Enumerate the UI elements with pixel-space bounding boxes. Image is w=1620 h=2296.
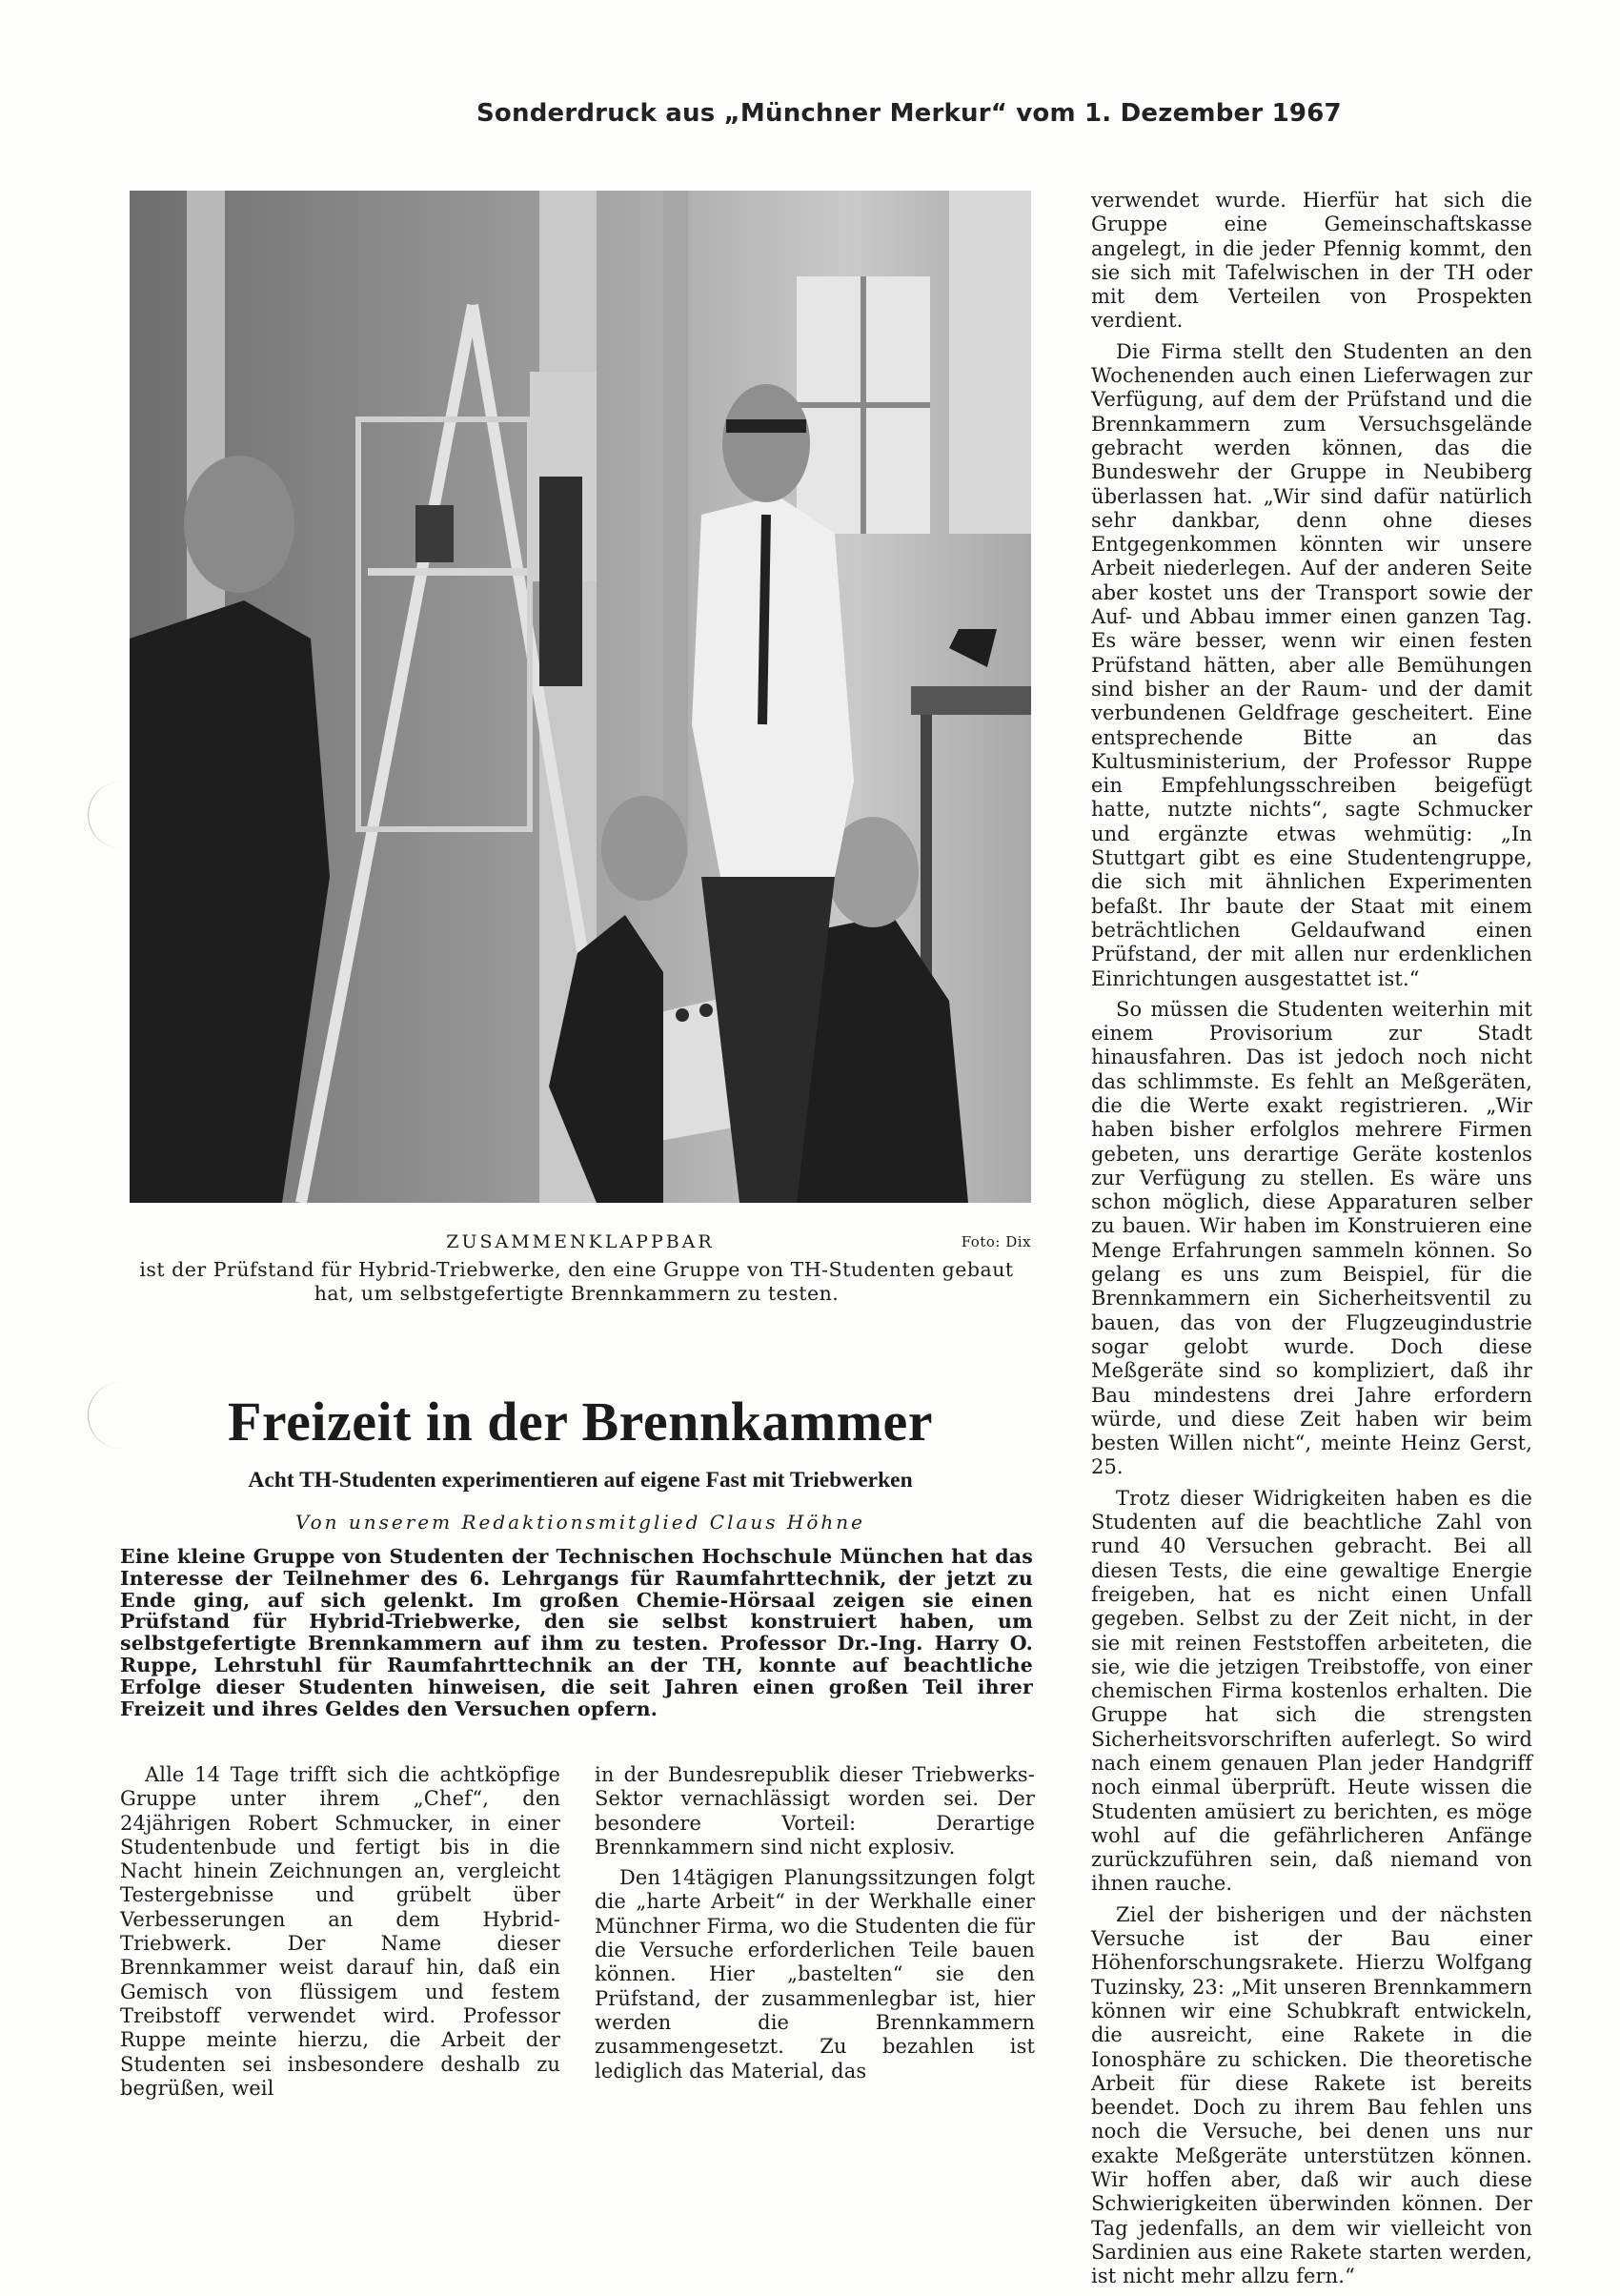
article-headline: Freizeit in der Brennkammer xyxy=(228,1391,933,1453)
paragraph: Die Firma stellt den Studenten an den Wochenenden auch einen Lieferwagen zur Verfügung, auf dem der Prüfstand und die Brennkammern zum Versuchsgelände gebracht werden können, das die Bundeswehr der Gruppe in Neubiberg überlassen hat. „Wir sind dafür natürlich sehr dankbar, denn ohne dieses Entgegenkommen könnten wir unsere Arbeit niederlegen. Auf der anderen Seite aber kostet uns der Transport sowie der Auf- und Abbau immer einen ganzen Tag. Es wäre besser, wenn wir einen festen Prüfstand hätten, aber alle Bemühungen sind bisher an der Raum- und der damit verbundenen Geldfrage gescheitert. Eine entsprechende Bitte an das Kultusministerium, der Professor Ruppe ein Empfehlungsschreiben beigefügt hatte, nutzte nichts“, sagte Schmucker und ergänzte etwas wehmütig: „In Stuttgart gibt es eine Studentengruppe, die sich mit ähnlichen Experimenten befaßt. Ihr baute der Staat mit einem beträchtlichen Geldaufwand einen Prüfstand, der mit allen nur erdenklichen Einrichtungen ausgestattet ist.“ xyxy=(1091,339,1532,990)
paragraph: Alle 14 Tage trifft sich die achtköpfige Gruppe unter ihrem „Chef“, den 24jährigen Robert Schmucker, in einer Studentenbude und fertigt bis in die Nacht hinein Zeichnungen an, vergleicht Testergebnisse und grübelt über Verbesserungen an dem Hybrid-Triebwerk. Der Name dieser Brennkammer weist darauf hin, daß ein Gemisch von flüssigem und festem Treibstoff verwendet wird. Professor Ruppe meinte hierzu, die Arbeit der Studenten sei insbesondere deshalb zu begrüßen, weil xyxy=(120,1763,560,2100)
reprint-header: Sonderdruck aus „Münchner Merkur“ vom 1. Dezember 1967 xyxy=(476,99,1342,128)
caption-title: ZUSAMMENKLAPPBAR xyxy=(446,1231,715,1252)
text-column-1 xyxy=(120,1763,560,2107)
photo-test-stand xyxy=(130,191,1031,1203)
news-photo xyxy=(130,191,1031,1203)
article-lead: Eine kleine Gruppe von Studenten der Technischen Hochschule München hat das Interesse der Teilnehmer des 6. Lehrgangs für Raumfahrttechnik, der jetzt zu Ende ging, auf sich gelenkt. Im großen Chemie-Hörsaal zeigen sie einen Prüfstand für Hybrid-Triebwerke, den sie selbst konstruiert haben, um selbstgefertigte Brennkammern auf ihm zu testen. Professor Dr.-Ing. Harry O. Ruppe, Lehrstuhl für Raumfahrttechnik an der TH, konnte auf beachtliche Erfolge dieser Studenten hinweisen, die seit Jahren einen großen Teil ihrer Freizeit und ihres Geldes den Versuchen opfern. xyxy=(120,1545,1033,1720)
paragraph: Den 14tägigen Planungssitzungen folgt die „harte Arbeit“ in der Werkhalle einer Münchner Firma, wo die Studenten die für die Versuche erforderlichen Teile bauen können. Hier „bastelten“ sie den Prüfstand, der zusammenlegbar ist, hier werden die Brennkammern zusammengesetzt. Zu bezahlen ist lediglich das Material, das xyxy=(595,1866,1035,2083)
paragraph: in der Bundesrepublik dieser Triebwerks-Sektor vernachlässigt worden sei. Der besondere Vorteil: Derartige Brennkammern sind nicht explosiv. xyxy=(595,1763,1035,1859)
paragraph: So müssen die Studenten weiterhin mit einem Provisorium zur Stadt hinausfahren. Das ist jedoch noch nicht das schlimmste. Es fehlt an Meßgeräten, die die Werte exakt registrieren. „Wir haben bisher erfolglos mehrere Firmen gebeten, uns derartige Geräte kostenlos zur Verfügung zu stellen. Es wäre uns schon möglich, diese Apparaturen selber zu bauen. Wir haben im Konstruieren eine Menge Erfahrungen sammeln können. So gelang es uns zum Beispiel, für die Brennkammern ein Sicherheitsventil zu bauen, das von der Flugzeugindustrie sogar gelobt wurde. Doch diese Meßgeräte sind so kompliziert, daß ihr Bau mindestens drei Jahre erfordern würde, und diese Zeit haben wir beim besten Willen nicht“, meinte Heinz Gerst, 25. xyxy=(1091,997,1532,1479)
text-column-3 xyxy=(1091,189,1532,2296)
caption-text: ist der Prüfstand für Hybrid-Triebwerke, den eine Gruppe von TH-Studenten gebaut hat, um selbstgefertigte Brennkammern zu testen. xyxy=(139,1258,1014,1305)
photo-caption-row xyxy=(130,1231,1031,1260)
article-byline: Von unserem Redaktionsmitglied Claus Höhne xyxy=(294,1511,866,1534)
paragraph: Ziel der bisherigen und der nächsten Versuche ist der Bau einer Höhenforschungsrakete. Hierzu Wolfgang Tuzinsky, 23: „Mit unseren Brennkammern können wir eine Schubkraft entwickeln, die ausreicht, eine Rakete in die Ionosphäre zu schicken. Die theoretische Arbeit für diese Rakete ist bereits beendet. Doch zu ihrem Bau fehlen uns noch die Versuche, bei denen uns nur exakte Meßgeräte unterstützen können. Wir hoffen aber, daß wir auch diese Schwierigkeiten überwinden können. Der Tag jedenfalls, an dem wir vielleicht von Sardinien aus eine Rakete starten werden, ist nicht mehr allzu fern.“ xyxy=(1091,1902,1532,2288)
photo-credit: Foto: Dix xyxy=(961,1233,1031,1250)
paragraph: verwendet wurde. Hierfür hat sich die Gruppe eine Gemeinschaftskasse angelegt, in die jeder Pfennig kommt, den sie sich mit Tafelwischen in der TH oder mit dem Verteilen von Prospekten verdient. xyxy=(1091,189,1532,333)
paragraph: Trotz dieser Widrigkeiten haben es die Studenten auf die beachtliche Zahl von rund 40 Versuchen gebracht. Bei all diesen Tests, die eine gewaltige Energie freigeben, hat es nicht einen Unfall gegeben. Selbst zu der Zeit nicht, in der sie mit reinen Feststoffen arbeiteten, die sie, wie die jetzigen Treibstoffe, von einer chemischen Firma kostenlos erhalten. Die Gruppe hat sich die strengsten Sicherheitsvorschriften auferlegt. So wird nach einem genauen Plan jeder Handgriff noch einmal überprüft. Heute wissen die Studenten amüsiert zu berichten, es möge wohl auf die gefährlicheren Anfänge zurückzuführen sein, daß niemand von ihnen rauche. xyxy=(1091,1486,1532,1896)
article-subheadline: Acht TH-Studenten experimentieren auf eigene Fast mit Triebwerken xyxy=(248,1468,913,1493)
text-column-2 xyxy=(595,1763,1035,2090)
